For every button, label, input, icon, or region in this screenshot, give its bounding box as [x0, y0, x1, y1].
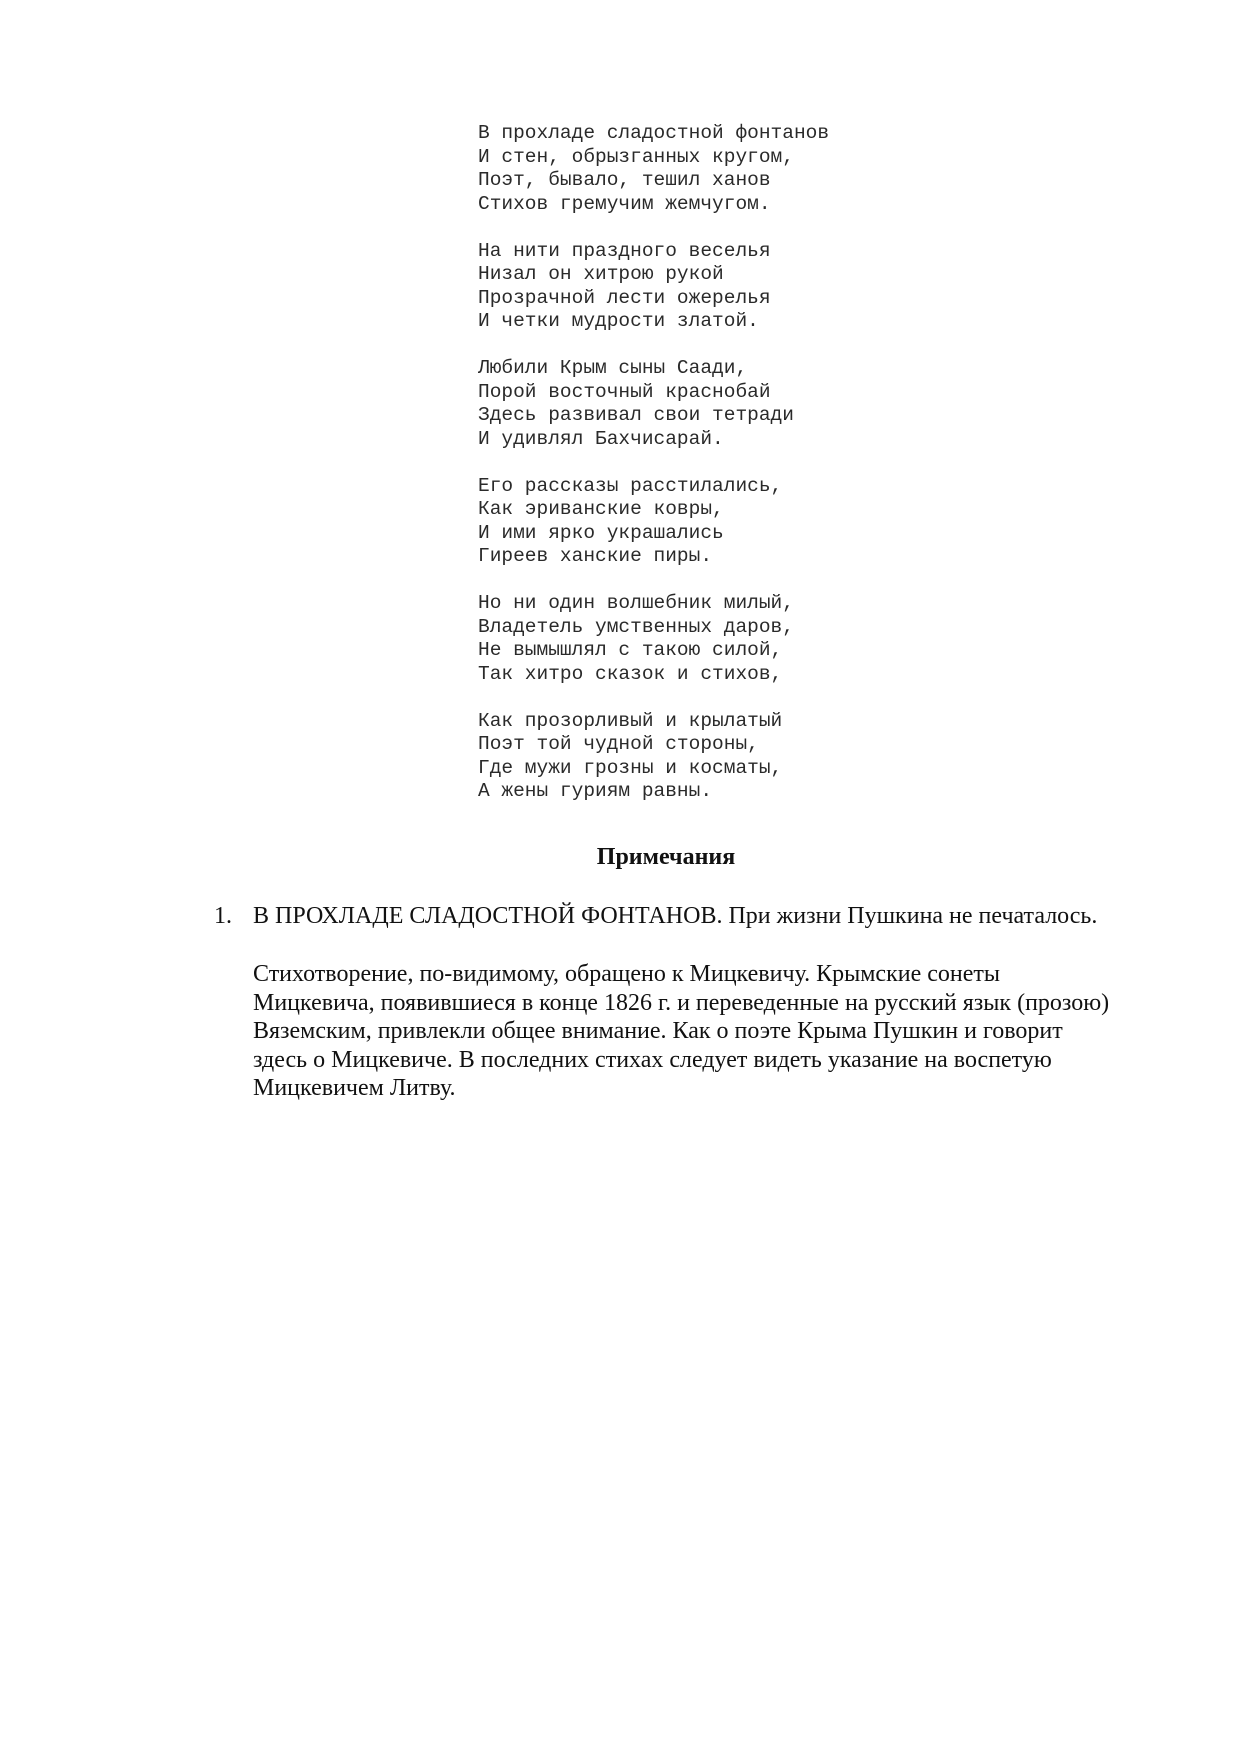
- verse-line: Поэт, бывало, тешил ханов: [478, 169, 771, 191]
- verse-line: Поэт той чудной стороны,: [478, 733, 759, 755]
- note-body-line: здесь о Мицкевиче. В последних стихах следует видеть указание на воспетую: [253, 1046, 1052, 1073]
- note-body-line: Мицкевичем Литву.: [253, 1075, 456, 1101]
- stanza: [478, 475, 829, 569]
- verse-line: Как прозорливый и крылатый: [478, 709, 783, 732]
- verse-line: Как эриванские ковры,: [478, 498, 724, 520]
- verse-line: Низал он хитрою рукой: [478, 263, 724, 285]
- verse-line: И четки мудрости златой.: [478, 310, 759, 332]
- note-number: 1.: [214, 903, 232, 929]
- stanza: [478, 592, 829, 686]
- stanza: [478, 240, 829, 334]
- stanza: [478, 710, 829, 804]
- verse-line: Гиреев ханские пиры.: [478, 545, 713, 567]
- verse-line: И удивлял Бахчисарай.: [478, 427, 724, 450]
- verse-line: И стен, обрызганных кругом,: [478, 145, 794, 168]
- verse-line: Порой восточный краснобай: [478, 380, 771, 403]
- verse-line: В прохладе сладостной фонтанов: [478, 122, 830, 144]
- verse-line: И ими ярко украшались: [478, 521, 724, 544]
- verse-line: Здесь развивал свои тетради: [478, 404, 794, 426]
- verse-line: Не вымышлял с такою силой,: [478, 639, 783, 661]
- verse-line: Где мужи грозны и косматы,: [478, 756, 783, 779]
- stanza: [478, 122, 829, 216]
- verse-line: Любили Крым сыны Саади,: [478, 357, 748, 379]
- verse-line: Стихов гремучим жемчугом.: [478, 192, 771, 215]
- verse-line: Владетель умственных даров,: [478, 615, 794, 638]
- verse-line: А жены гуриям равны.: [478, 780, 713, 802]
- note-body-line: Вяземским, привлекли общее внимание. Как о поэте Крыма Пушкин и говорит: [253, 1018, 1063, 1044]
- stanza: [478, 357, 829, 451]
- verse-line: Так хитро сказок и стихов,: [478, 662, 783, 685]
- note-title: В ПРОХЛАДЕ СЛАДОСТНОЙ ФОНТАНОВ. При жизни Пушкина не печаталось.: [253, 903, 1098, 929]
- note-body-line: Стихотворение, по-видимому, обращено к Мицкевичу. Крымские сонеты: [253, 961, 1000, 987]
- verse-line: Но ни один волшебник милый,: [478, 592, 794, 614]
- verse-line: На нити праздного веселья: [478, 239, 771, 262]
- note-body-line: Мицкевича, появившиеся в конце 1826 г. и переведенные на русский язык (прозою): [253, 989, 1110, 1016]
- verse-line: Его рассказы расстилались,: [478, 474, 783, 497]
- note-body: [253, 960, 1183, 1103]
- poem: [478, 122, 829, 804]
- verse-line: Прозрачной лести ожерелья: [478, 286, 771, 309]
- notes-heading: Примечания: [596, 844, 736, 870]
